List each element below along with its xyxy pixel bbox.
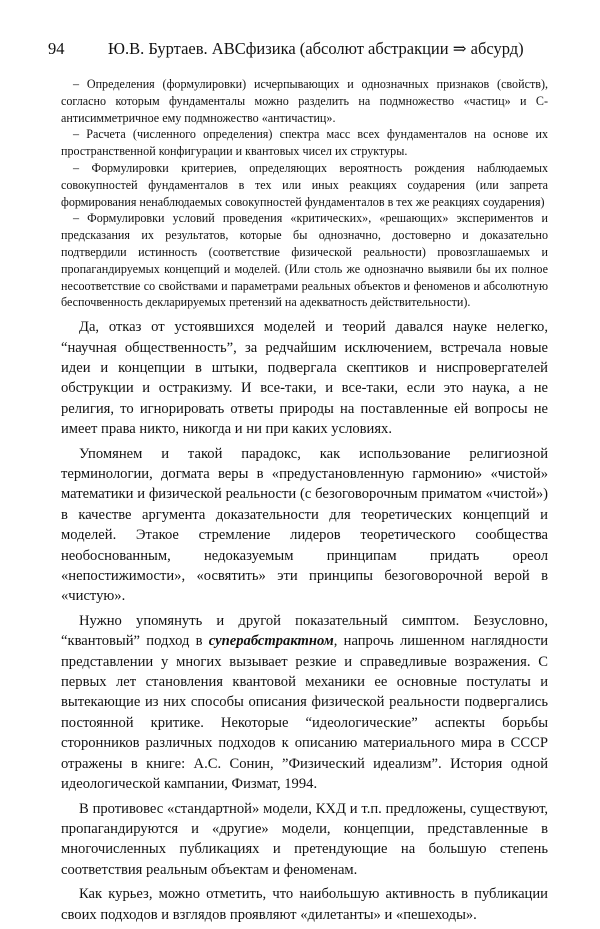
requirements-list: [61, 76, 548, 311]
paragraph-3-end: , напрочь лишенном наглядности представлении у многих вызывает резкие и справедливые возражения. С первых лет становления квантовой механики ее основные постулаты и вытекающие из них способы описания физической реальности подвергались постоянной критике. Некоторые “идеологические” аспекты борьбы сторонников различных подходов к описанию материального мира в СССР отражены в книге: А.С. Сонин, ”Физический идеализм”. История одной идеологической кампании, Физмат, 1994.: [61, 633, 549, 793]
list-item: – Расчета (численного определения) спектра масс всех фундаменталов на основе их пространственной конфигурации и квантовых чисел их структуры.: [61, 127, 548, 159]
page-body: [61, 76, 548, 929]
list-item: – Формулировки критериев, определяющих вероятность рождения наблюдаемых совокупностей фундаменталов в тех или иных реакциях соударения (или запрета формирования ненаблюдаемых совокупностей фундаменталов в тех же реакциях соударения): [61, 160, 548, 209]
list-item: – Формулировки условий проведения «критических», «решающих» экспериментов и предсказания их результатов, которые бы однозначно, достоверно и доказательно подтвердили истинность (соответствие физической реальности) провозглашаемых и пропагандируемых концепций и моделей. (Или столь же однозначно выявили бы их полное несоответствие со свойствами и параметрами реальных объектов и феноменов и абсолютную беспочвенность декларируемых претензий на адекватность действительности).: [61, 211, 548, 310]
paragraph-1: Да, отказ от устоявшихся моделей и теорий давался науке нелегко, “научная общественность”, за редчайшим исключением, встречала новые идеи и концепции в штыки, подвергала скептиков и ниспровергателей обструкции и остракизму. И все-таки, и все-таки, если это наука, а не религия, то игнорировать ответы природы на поставленные ей вопросы не имеет права никто, никогда и ни при каких условиях.: [61, 319, 548, 438]
page-header: [48, 38, 558, 60]
paragraph-2: Упомянем и такой парадокс, как использование религиозной терминологии, догмата веры в «предустановленную гармонию» «чистой» математики и физической реальности (с безоговорочным приматом «чистой») в качестве аргумента доказательности для теоретических концепций и моделей. Этакое стремление лидеров теоретического сообщества необоснованным, недоказуемым принципам придать ореол «непостижимости», «освятить» эти принципы безоговорочной верой в «чистую».: [61, 445, 548, 605]
page-number: 94: [48, 39, 65, 58]
paragraph-3-start: Нужно упомянуть и другой показательный симптом. Безусловно, “квантовый” подход в: [61, 612, 548, 650]
emphasized-term: суперабстрактном: [208, 633, 334, 650]
running-title: Ю.В. Буртаев. ABCфизика (абсолют абстракции ⇒ абсурд): [108, 39, 524, 58]
list-item: – Определения (формулировки) исчерпывающих и однозначных признаков (свойств), согласно которым фундаменталы можно разделить на подмножество «частиц» и С-антисимметричное ему подмножество «античастиц».: [61, 77, 548, 125]
paragraph-5: Как курьез, можно отметить, что наибольшую активность в публикации своих подходов и взглядов проявляют «дилетанты» и «пешеходы».: [61, 886, 548, 923]
paragraph-3: [61, 611, 548, 795]
paragraph-4: В противовес «стандартной» модели, КХД и т.п. предложены, существуют, пропагандируются и «другие» модели, концепции, представленные в многочисленных публикациях и претендующие на большую степень соответствия реальным объектам и феноменам.: [61, 800, 548, 878]
